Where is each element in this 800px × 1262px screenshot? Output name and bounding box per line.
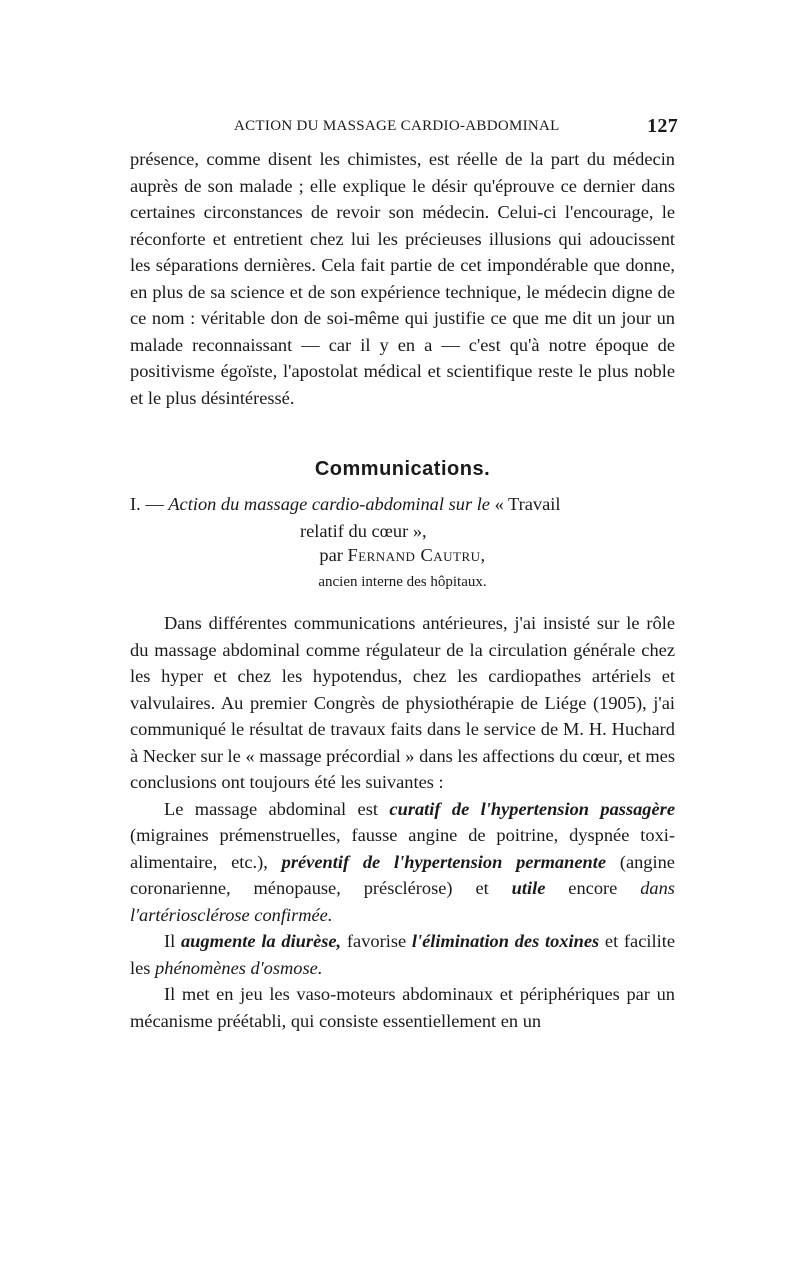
body-paragraph-2 — [130, 796, 675, 929]
article-number: I. — — [130, 494, 164, 514]
running-title: ACTION DU MASSAGE CARDIO-ABDOMINAL — [234, 118, 560, 134]
p2-text-1: Le massage abdominal est — [164, 798, 378, 819]
p3-italic-3: phénomènes d'osmose. — [155, 957, 323, 978]
p3-text-2: favorise — [346, 931, 407, 951]
p2-italic-1: curatif de l'hypertension passagère — [389, 798, 675, 819]
article-title-italic: Action du massage cardio-abdominal sur le — [168, 494, 490, 514]
body-paragraph-4: Il met en jeu les vaso-moteurs abdominaux et périphériques par un mécanisme préétabli, qui consiste essentiellement en un — [130, 984, 675, 1031]
article-title-line-2: relatif du cœur », — [300, 521, 427, 541]
byline — [130, 545, 675, 566]
author-affiliation: ancien interne des hôpitaux. — [318, 574, 487, 590]
body-paragraph-1: Dans différentes communications antérieures, j'ai insisté sur le rôle du massage abdominal comme régulateur de la circulation générale chez les hyper et chez les hypotendus, chez les cardiopathes artériels et valvulaires. Au premier Congrès de physiothérapie de Liége (1905), j'ai communiqué le résultat de travaux faits dans le service de M. H. Huchard à Necker sur le « massage précordial » dans les affections du cœur, et mes conclusions ont toujours été les suivantes : — [130, 613, 675, 792]
p2-italic-4: dans l'artériosclérose confirmée. — [130, 878, 675, 925]
author-name: Fernand Cautru, — [347, 545, 486, 565]
p2-text-4: encore — [568, 878, 618, 898]
p3-italic-2: l'élimination des toxines — [411, 931, 600, 951]
p2-italic-2: préventif de l'hypertension permanente — [281, 851, 607, 872]
p2-text-2: (migraines prémenstruelles, fausse angine de poitrine, dyspnée toxi-alimentaire, etc.), — [130, 825, 675, 872]
article-body — [130, 610, 675, 1034]
p2-text-3: (angine coronarienne, ménopause, présclérose) et — [130, 851, 675, 898]
intro-paragraph: présence, comme disent les chimistes, est réelle de la part du médecin auprès de son malade ; elle explique le désir qu'éprouve ce dernier dans certaines circonstances de revoir son médecin. Celui-ci l'encourage, le réconforte et entretient chez lui les précieuses illusions qui adoucissent les séparations dernières. Cela fait partie de cet impondérable que donne, en plus de sa science et de son expérience technique, le médecin digne de ce nom : véritable don de soi-même qui justifie ce que me dit un jour un malade reconnaissant — car il y en a — c'est qu'à notre époque de positivisme égoïste, l'apostolat médical et scientifique reste le plus noble et le plus désintéressé. — [130, 149, 675, 408]
intro-text-block — [130, 146, 675, 411]
byline-par: par — [319, 545, 343, 565]
p3-text-1: Il — [164, 931, 176, 951]
section-title: Communications. — [314, 458, 491, 480]
p3-text-3: et facilite les — [130, 931, 675, 978]
article-title — [130, 491, 675, 545]
p2-italic-3: utile — [511, 878, 546, 898]
article-title-quote: « Travail — [494, 494, 561, 514]
body-paragraph-3 — [130, 928, 675, 981]
running-head — [130, 115, 678, 142]
p3-italic-1: augmente la diurèse, — [180, 931, 342, 951]
article-title-line-1 — [130, 491, 675, 518]
page-number: 127 — [647, 115, 678, 137]
